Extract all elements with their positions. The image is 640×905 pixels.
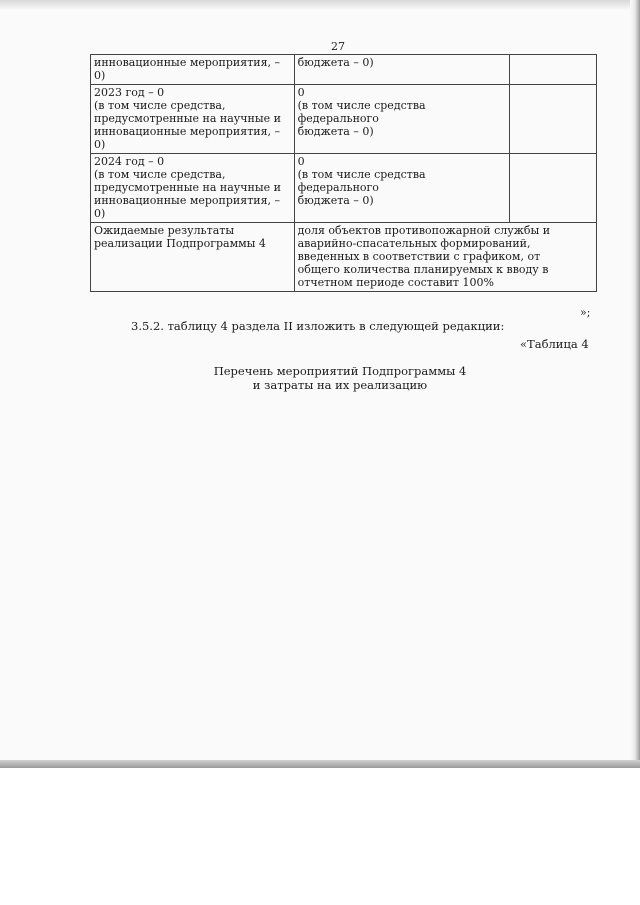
closing-quote: »;: [580, 306, 591, 319]
section-heading: [160, 364, 520, 392]
table-cell: [91, 223, 295, 292]
table-cell: [91, 55, 295, 85]
table-row: [91, 154, 597, 223]
table-cell: [91, 154, 295, 223]
cell-line: предусмотренные на научные и: [94, 112, 281, 125]
cell-line: предусмотренные на научные и: [94, 181, 281, 194]
cell-line: инновационные мероприятия, –: [94, 125, 281, 138]
table-row: [91, 85, 597, 154]
cell-line: доля объектов противопожарной службы и: [297, 224, 551, 237]
funding-table: [90, 54, 597, 292]
cell-line: инновационные мероприятия, –: [94, 56, 281, 69]
page-number: 27: [331, 40, 345, 53]
cell-line: общего количества планируемых к вводу в: [297, 263, 549, 276]
heading-line: и затраты на их реализацию: [252, 378, 428, 392]
scan-edge-top: [0, 0, 640, 10]
cell-line: отчетном периоде составит 100%: [297, 276, 494, 289]
cell-line: федерального: [297, 112, 379, 125]
cell-line: аварийно-спасательных формирований,: [297, 237, 531, 250]
table-label: «Таблица 4: [520, 337, 589, 351]
cell-line: 2024 год – 0: [94, 155, 165, 168]
cell-line: федерального: [297, 181, 379, 194]
cell-line: инновационные мероприятия, –: [94, 194, 281, 207]
cell-line: (в том числе средства,: [94, 168, 226, 181]
scan-edge-bottom: [0, 760, 640, 768]
table-cell: [294, 85, 509, 154]
table-cell-empty: [509, 85, 596, 154]
cell-line: 0): [94, 69, 106, 82]
table-row: [91, 223, 597, 292]
cell-line: реализации Подпрограммы 4: [94, 237, 266, 250]
table-cell-empty: [509, 154, 596, 223]
cell-line: бюджета – 0): [297, 125, 374, 138]
cell-line: 0): [94, 138, 106, 151]
cell-line: бюджета – 0): [297, 194, 374, 207]
heading-line: Перечень мероприятий Подпрограммы 4: [213, 364, 467, 378]
table-cell: [294, 55, 509, 85]
table-row: [91, 55, 597, 85]
table-cell: [294, 154, 509, 223]
cell-line: 0): [94, 207, 106, 220]
cell-line: 0: [297, 155, 305, 168]
scan-edge-right: [630, 0, 640, 768]
table-cell-empty: [509, 55, 596, 85]
cell-line: (в том числе средства,: [94, 99, 226, 112]
cell-line: (в том числе средства: [297, 168, 426, 181]
cell-line: введенных в соответствии с графиком, от: [297, 250, 541, 263]
cell-line: 2023 год – 0: [94, 86, 165, 99]
cell-line: бюджета – 0): [297, 56, 374, 69]
table-cell: [91, 85, 295, 154]
amendment-paragraph: 3.5.2. таблицу 4 раздела II изложить в следующей редакции:: [131, 319, 505, 333]
cell-line: 0: [297, 86, 305, 99]
cell-line: Ожидаемые результаты: [94, 224, 235, 237]
cell-line: (в том числе средства: [297, 99, 426, 112]
table-cell: [294, 223, 596, 292]
